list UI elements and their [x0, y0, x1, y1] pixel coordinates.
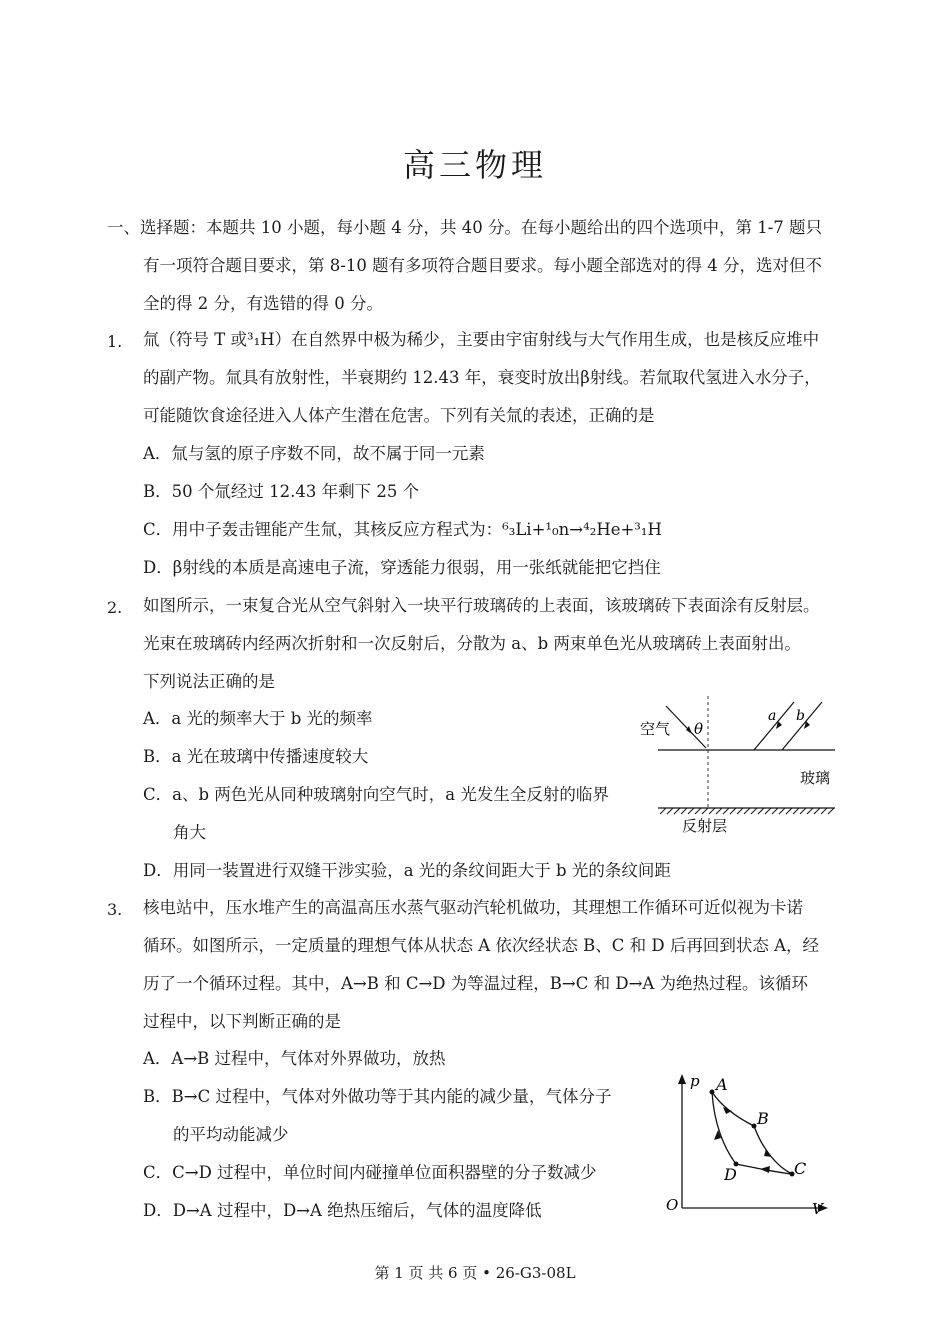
arrow-a-b: [723, 1107, 732, 1114]
q3-stem-line-4: 过程中，以下判断正确的是: [143, 1012, 341, 1031]
q2-option-c-cont: 角大: [173, 823, 206, 842]
q1-stem-line-1: 氚（符号 T 或³₁H）在自然界中极为稀少，主要由宇宙射线与大气作用生成，也是核反应堆中: [143, 330, 820, 349]
theta-label: θ: [694, 720, 704, 738]
q2-stem-line-1: 如图所示，一束复合光从空气斜射入一块平行玻璃砖的上表面，该玻璃砖下表面涂有反射层。: [143, 596, 820, 615]
p-axis-arrow: [678, 1074, 686, 1084]
q2-option-d[interactable]: D．用同一装置进行双缝干涉实验，a 光的条纹间距大于 b 光的条纹间距: [143, 861, 671, 880]
ray-a-label: a: [768, 708, 777, 724]
label-d: D: [724, 1165, 737, 1184]
q3-option-a[interactable]: A．A→B 过程中，气体对外界做功，放热: [143, 1049, 446, 1068]
reflect-layer-hatch: [660, 808, 834, 814]
reflect-layer-label: 反射层: [682, 817, 728, 835]
q2-refraction-figure: [630, 690, 845, 840]
q1-option-d[interactable]: D．β射线的本质是高速电子流，穿透能力很弱，用一张纸就能把它挡住: [143, 558, 661, 577]
q2-stem-line-3: 下列说法正确的是: [143, 672, 275, 691]
section-instruction-line-3: 全的得 2 分，有选错的得 0 分。: [143, 294, 383, 313]
ray-b-label: b: [796, 708, 805, 724]
q2-number: 2.: [107, 598, 123, 617]
point-b: [752, 1124, 757, 1129]
q1-stem-line-2: 的副产物。氚具有放射性，半衰期约 12.43 年，衰变时放出β射线。若氚取代氢进入水分子，: [143, 368, 821, 387]
q3-option-b-cont: 的平均动能减少: [173, 1125, 289, 1144]
label-c: C: [794, 1159, 807, 1178]
curve-d-a: [712, 1092, 736, 1164]
q3-option-b[interactable]: B．B→C 过程中，气体对外做功等于其内能的减少量，气体分子: [143, 1087, 612, 1106]
page-footer: 第 1 页 共 6 页 • 26-G3-08L: [374, 1264, 576, 1282]
arrow-c-d: [760, 1166, 770, 1173]
label-b: B: [757, 1109, 769, 1128]
point-a: [710, 1090, 715, 1095]
curve-a-b: [712, 1092, 754, 1126]
q2-stem-line-2: 光束在玻璃砖内经两次折射和一次反射后，分散为 a、b 两束单色光从玻璃砖上表面射出。: [143, 634, 801, 653]
q3-stem-line-1: 核电站中，压水堆产生的高温高压水蒸气驱动汽轮机做功，其理想工作循环可近似视为卡诺: [143, 898, 803, 917]
page-title: 高三物理: [402, 146, 547, 184]
q1-option-a[interactable]: A．氚与氢的原子序数不同，故不属于同一元素: [143, 444, 485, 463]
origin-label: O: [666, 1196, 679, 1214]
q3-pv-diagram: [660, 1068, 835, 1218]
arrow-b-c: [764, 1149, 772, 1157]
q3-stem-line-3: 历了一个循环过程。其中，A→B 和 C→D 为等温过程，B→C 和 D→A 为绝热过程。该循环: [143, 974, 809, 993]
section-instruction-line-2: 有一项符合题目要求，第 8-10 题有多项符合题目要求。每小题全部选对的得 4 分，选对但不: [143, 256, 823, 275]
q1-option-c[interactable]: C．用中子轰击锂能产生氚，其核反应方程式为：⁶₃Li+¹₀n→⁴₂He+³₁H: [143, 520, 662, 539]
q3-stem-line-2: 循环。如图所示，一定质量的理想气体从状态 A 依次经状态 B、C 和 D 后再回到状态 A，经: [143, 936, 820, 955]
q3-option-c[interactable]: C．C→D 过程中，单位时间内碰撞单位面积器壁的分子数减少: [143, 1163, 597, 1182]
q3-option-d[interactable]: D．D→A 过程中，D→A 绝热压缩后，气体的温度降低: [143, 1201, 542, 1220]
glass-label: 玻璃: [800, 769, 831, 787]
q1-stem-line-3: 可能随饮食途径进入人体产生潜在危害。下列有关氚的表述，正确的是: [143, 406, 655, 425]
q2-option-b[interactable]: B．a 光在玻璃中传播速度较大: [143, 747, 369, 766]
v-axis-label: V: [812, 1200, 823, 1218]
curve-b-c: [754, 1126, 792, 1174]
section-instruction-line-1: 一、选择题：本题共 10 小题，每小题 4 分，共 40 分。在每小题给出的四个选项中，第 1-7 题只: [107, 218, 823, 237]
q3-number: 3.: [107, 900, 123, 919]
q1-option-b[interactable]: B．50 个氚经过 12.43 年剩下 25 个: [143, 482, 420, 501]
q2-option-c[interactable]: C．a、b 两色光从同种玻璃射向空气时，a 光发生全反射的临界: [143, 785, 609, 804]
q2-option-a[interactable]: A．a 光的频率大于 b 光的频率: [143, 709, 373, 728]
q1-number: 1.: [107, 332, 123, 351]
air-label: 空气: [640, 720, 671, 738]
label-a: A: [716, 1075, 728, 1094]
p-axis-label: p: [690, 1072, 700, 1090]
